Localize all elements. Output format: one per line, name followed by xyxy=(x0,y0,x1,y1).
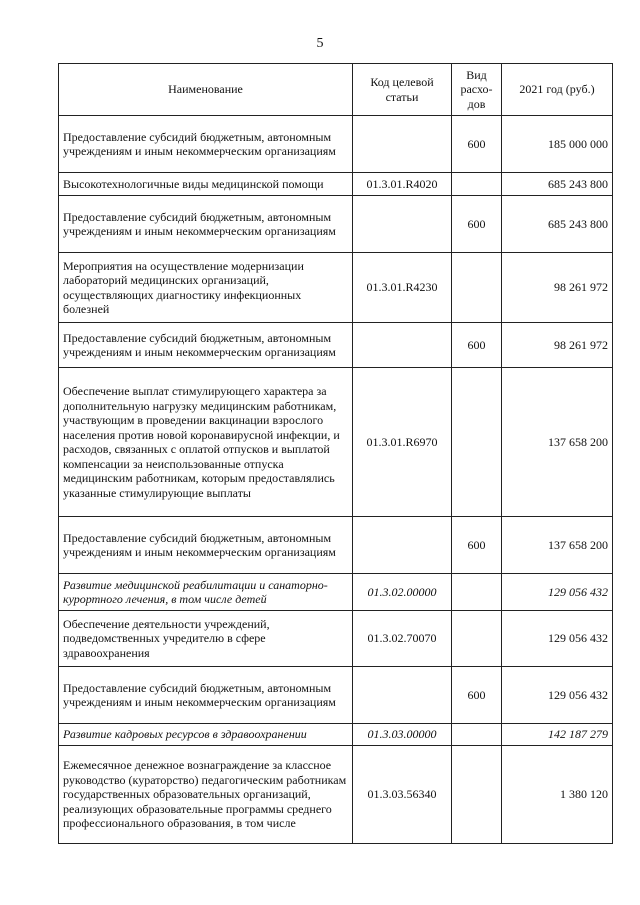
header-code: Код целевой статьи xyxy=(353,64,452,116)
table-row xyxy=(59,368,613,517)
row-name-cell: Развитие медицинской реабилитации и санаторно-курортного лечения, в том числе детей xyxy=(59,574,353,611)
table-row xyxy=(59,724,613,746)
row-code-cell xyxy=(353,517,452,574)
row-name-cell: Предоставление субсидий бюджетным, автономным учреждениям и иным некоммерческим организациям xyxy=(59,196,353,253)
row-name-cell: Обеспечение деятельности учреждений, подведомственных учредителю в сфере здравоохранения xyxy=(59,611,353,667)
row-code-cell xyxy=(353,116,452,173)
table-row xyxy=(59,667,613,724)
row-sum-cell: 185 000 000 xyxy=(502,116,613,173)
row-kind-cell: 600 xyxy=(452,517,502,574)
table-row xyxy=(59,517,613,574)
row-kind-cell xyxy=(452,253,502,323)
row-sum-cell: 129 056 432 xyxy=(502,667,613,724)
row-name-cell: Предоставление субсидий бюджетным, автономным учреждениям и иным некоммерческим организациям xyxy=(59,323,353,368)
budget-table xyxy=(58,63,613,844)
row-kind-cell: 600 xyxy=(452,116,502,173)
row-code-cell xyxy=(353,196,452,253)
row-sum-cell: 129 056 432 xyxy=(502,611,613,667)
row-kind-cell: 600 xyxy=(452,667,502,724)
row-code-cell: 01.3.01.R4230 xyxy=(353,253,452,323)
row-kind-cell xyxy=(452,746,502,844)
table-row xyxy=(59,746,613,844)
table-row xyxy=(59,173,613,196)
row-kind-cell: 600 xyxy=(452,323,502,368)
table-header-row xyxy=(59,64,613,116)
row-sum-cell: 685 243 800 xyxy=(502,173,613,196)
row-code-cell xyxy=(353,323,452,368)
row-kind-cell xyxy=(452,173,502,196)
table-row xyxy=(59,196,613,253)
row-sum-cell: 142 187 279 xyxy=(502,724,613,746)
row-name-cell: Обеспечение выплат стимулирующего характера за дополнительную нагрузку медицинским работникам, участвующим в проведении вакцинации взрослого населения против новой коронавирусной инфекции, и расходов, связанных с оплатой отпусков и выплатой компенсации за неиспользованные отпуска медицинским работникам, которым предоставлялись указанные стимулирующие выплаты xyxy=(59,368,353,517)
row-sum-cell: 137 658 200 xyxy=(502,517,613,574)
row-kind-cell: 600 xyxy=(452,196,502,253)
row-sum-cell: 137 658 200 xyxy=(502,368,613,517)
table-row xyxy=(59,116,613,173)
row-code-cell: 01.3.02.00000 xyxy=(353,574,452,611)
row-name-cell: Ежемесячное денежное вознаграждение за классное руководство (кураторство) педагогическим работникам государственных образовательных организаций, реализующих образовательные программы среднего профессионального образования, в том числе xyxy=(59,746,353,844)
row-name-cell: Мероприятия на осуществление модернизации лабораторий медицинских организаций, осуществляющих диагностику инфекционных болезней xyxy=(59,253,353,323)
row-name-cell: Предоставление субсидий бюджетным, автономным учреждениям и иным некоммерческим организациям xyxy=(59,667,353,724)
row-code-cell: 01.3.03.00000 xyxy=(353,724,452,746)
header-sum: 2021 год (руб.) xyxy=(502,64,613,116)
row-name-cell: Предоставление субсидий бюджетным, автономным учреждениям и иным некоммерческим организациям xyxy=(59,116,353,173)
row-kind-cell xyxy=(452,724,502,746)
table-row xyxy=(59,253,613,323)
header-name: Наименование xyxy=(59,64,353,116)
table-row xyxy=(59,574,613,611)
page-number: 5 xyxy=(316,36,324,51)
row-kind-cell xyxy=(452,368,502,517)
row-code-cell xyxy=(353,667,452,724)
row-sum-cell: 1 380 120 xyxy=(502,746,613,844)
row-sum-cell: 98 261 972 xyxy=(502,253,613,323)
row-name-cell: Высокотехнологичные виды медицинской помощи xyxy=(59,173,353,196)
row-sum-cell: 685 243 800 xyxy=(502,196,613,253)
header-kind: Вид расхо-дов xyxy=(452,64,502,116)
row-name-cell: Развитие кадровых ресурсов в здравоохранении xyxy=(59,724,353,746)
row-sum-cell: 129 056 432 xyxy=(502,574,613,611)
row-code-cell: 01.3.01.R4020 xyxy=(353,173,452,196)
row-code-cell: 01.3.01.R6970 xyxy=(353,368,452,517)
row-kind-cell xyxy=(452,611,502,667)
row-kind-cell xyxy=(452,574,502,611)
row-name-cell: Предоставление субсидий бюджетным, автономным учреждениям и иным некоммерческим организациям xyxy=(59,517,353,574)
row-code-cell: 01.3.03.56340 xyxy=(353,746,452,844)
row-code-cell: 01.3.02.70070 xyxy=(353,611,452,667)
row-sum-cell: 98 261 972 xyxy=(502,323,613,368)
table-row xyxy=(59,323,613,368)
table-row xyxy=(59,611,613,667)
